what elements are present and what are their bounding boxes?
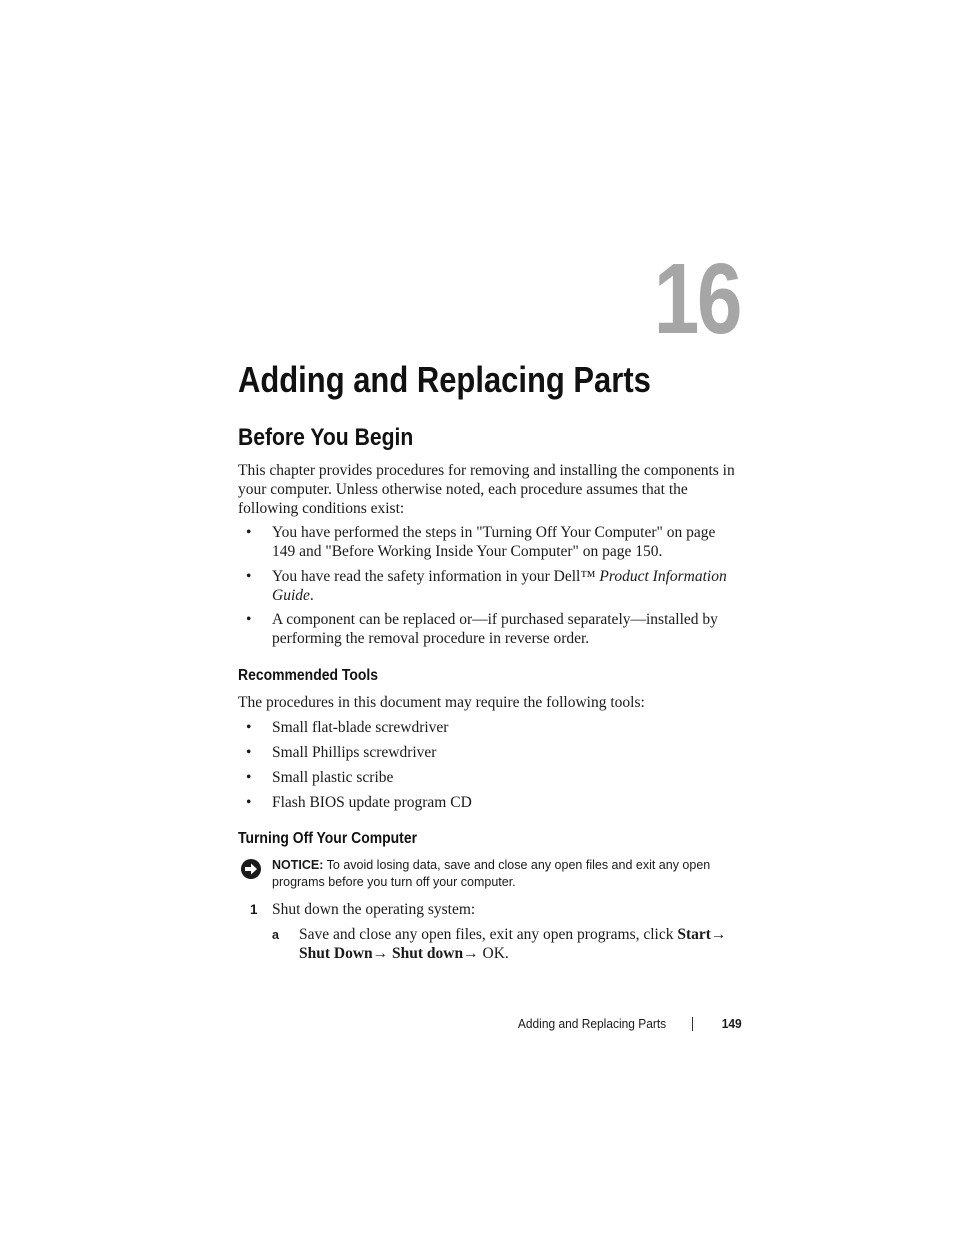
section-heading-before-you-begin: Before You Begin xyxy=(238,424,414,451)
substep-text: Save and close any open files, exit any open programs, click xyxy=(299,926,678,943)
subheading-recommended-tools: Recommended Tools xyxy=(238,667,379,684)
list-item xyxy=(238,718,738,737)
arrow-icon: → xyxy=(463,945,479,962)
footer-title: Adding and Replacing Parts xyxy=(517,1016,666,1031)
condition-text-end: . xyxy=(309,587,314,604)
notice-text: To avoid losing data, save and close any open files and exit any open programs before you turn off your computer. xyxy=(272,858,711,889)
notice-label: NOTICE: xyxy=(272,858,324,872)
product-guide-title: Product Information Guide xyxy=(272,568,727,604)
menu-shut-down-option: Shut down xyxy=(392,945,464,962)
tool-name: Small flat-blade screwdriver xyxy=(272,719,449,736)
bullet-icon: • xyxy=(246,719,252,736)
substep-letter: a xyxy=(272,928,279,942)
list-item xyxy=(238,793,738,812)
subheading-turning-off: Turning Off Your Computer xyxy=(238,830,418,847)
intro-paragraph: This chapter provides procedures for removing and installing the components in your computer. Unless otherwise noted, each procedure assumes that the following conditions exist: xyxy=(238,462,735,517)
page-footer xyxy=(480,1014,742,1034)
list-item xyxy=(238,610,738,648)
condition-text: You have performed the steps in "Turning Off Your Computer" on page 149 and "Before Working Inside Your Computer" on page 150. xyxy=(272,524,716,560)
bullet-icon: • xyxy=(246,744,252,761)
tool-name: Flash BIOS update program CD xyxy=(272,794,472,811)
step-number: 1 xyxy=(250,902,258,917)
list-item xyxy=(238,768,738,787)
list-item xyxy=(238,567,738,605)
bullet-icon: • xyxy=(246,524,252,541)
notice-block xyxy=(238,857,738,891)
tool-name: Small plastic scribe xyxy=(272,769,394,786)
page-number: 149 xyxy=(722,1016,742,1031)
condition-text: You have read the safety information in your Dell™ xyxy=(272,568,600,585)
footer-divider xyxy=(692,1017,693,1031)
menu-start: Start xyxy=(677,926,711,943)
arrow-icon: → xyxy=(372,945,389,962)
conditions-list-2 xyxy=(238,567,738,605)
menu-ok: OK. xyxy=(478,945,509,962)
conditions-list-3 xyxy=(238,610,738,648)
substep-a xyxy=(238,925,738,963)
condition-text: A component can be replaced or—if purchased separately—installed by performing the removal procedure in reverse order. xyxy=(272,611,718,647)
step-1 xyxy=(238,900,738,919)
chapter-number: 16 xyxy=(653,243,740,355)
conditions-list xyxy=(238,523,738,561)
menu-shut-down: Shut Down xyxy=(299,945,373,962)
bullet-icon: • xyxy=(246,568,252,585)
tool-name: Small Phillips screwdriver xyxy=(272,744,437,761)
notice-arrow-icon xyxy=(240,858,262,880)
tools-intro: The procedures in this document may require the following tools: xyxy=(238,694,645,711)
bullet-icon: • xyxy=(246,794,252,811)
tools-list xyxy=(238,718,738,812)
chapter-title: Adding and Replacing Parts xyxy=(238,359,651,400)
step-text: Shut down the operating system: xyxy=(272,901,476,918)
arrow-icon: → xyxy=(710,926,727,943)
list-item xyxy=(238,523,738,561)
bullet-icon: • xyxy=(246,769,252,786)
list-item xyxy=(238,743,738,762)
bullet-icon: • xyxy=(246,611,252,628)
